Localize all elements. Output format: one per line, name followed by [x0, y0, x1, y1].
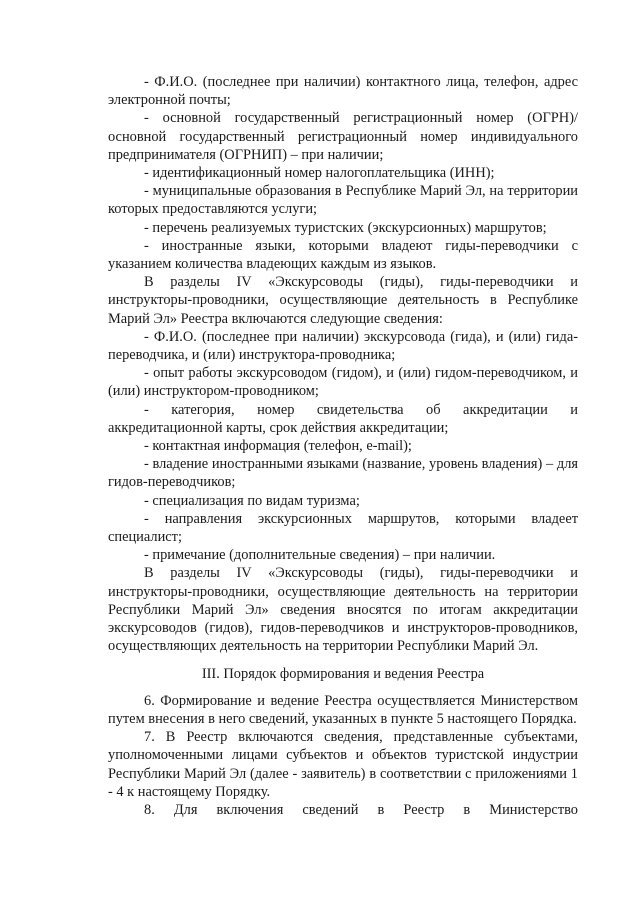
paragraph-contact-person: - Ф.И.О. (последнее при наличии) контактного лица, телефон, адрес электронной почты;: [108, 74, 578, 109]
paragraph-item-6: 6. Формирование и ведение Реестра осуществляется Министерством путем внесения в него сведений, указанных в пункте 5 настоящего Порядка.: [108, 692, 578, 727]
paragraph-foreign-languages: - иностранные языки, которыми владеют гиды-переводчики с указанием количества владеющих каждым из языков.: [108, 237, 578, 273]
paragraph-routes: - перечень реализуемых туристских (экскурсионных) маршрутов;: [144, 219, 547, 236]
paragraph-section-iv-intro: В разделы IV «Экскурсоводы (гиды), гиды-переводчики и инструкторы-проводники, осуществляющие деятельность в Республике Марий Эл» Реестра включаются следующие сведения:: [108, 274, 578, 327]
paragraph-municipalities: - муниципальные образования в Республике Марий Эл, на территории которых предоставляются услуги;: [108, 183, 578, 218]
paragraph-language-proficiency: - владение иностранными языками (название, уровень владения) – для гидов-переводчиков;: [108, 456, 578, 491]
paragraph-item-7: 7. В Реестр включаются сведения, представленные субъектами, уполномоченными лицами субъектов и объектов туристской индустрии Республики Марий Эл (далее - заявитель) в соответствии с приложениями 1 - 4 к настоящему Порядку.: [108, 729, 578, 800]
paragraph-inn: - идентификационный номер налогоплательщика (ИНН);: [144, 165, 495, 182]
paragraph-item-8: 8. Для включения сведений в Реестр в Министерство: [144, 801, 578, 818]
section-heading: III. Порядок формирования и ведения Реестра: [201, 665, 485, 682]
paragraph-accreditation: В разделы IV «Экскурсоводы (гиды), гиды-переводчики и инструкторы-проводники, осуществляющие деятельность на территории Республики Марий Эл» сведения вносятся по итогам аккредитации экскурсоводов (гидов), гидов-переводчиков и инструкторов-проводников, осуществляющих деятельность на территории Республики Марий Эл.: [108, 565, 578, 655]
paragraph-notes: - примечание (дополнительные сведения) – при наличии.: [144, 547, 496, 564]
document-body: [108, 73, 578, 819]
paragraph-experience: - опыт работы экскурсоводом (гидом), и (или) гидом-переводчиком, и (или) инструктором-проводником;: [108, 365, 578, 400]
paragraph-ogrn: - основной государственный регистрационный номер (ОГРН)/ основной государственный регистрационный номер индивидуального предпринимателя (ОГРНИП) – при наличии;: [108, 110, 578, 163]
paragraph-contact-info: - контактная информация (телефон, e-mail);: [144, 438, 412, 455]
paragraph-specialization: - специализация по видам туризма;: [144, 492, 360, 509]
paragraph-route-directions: - направления экскурсионных маршрутов, которыми владеет специалист;: [108, 510, 578, 546]
paragraph-category: - категория, номер свидетельства об аккредитации и аккредитационной карты, срок действия аккредитации;: [108, 401, 578, 436]
paragraph-guide-name: - Ф.И.О. (последнее при наличии) экскурсовода (гида), и (или) гида-переводчика, и (или) инструктора-проводника;: [108, 328, 578, 364]
